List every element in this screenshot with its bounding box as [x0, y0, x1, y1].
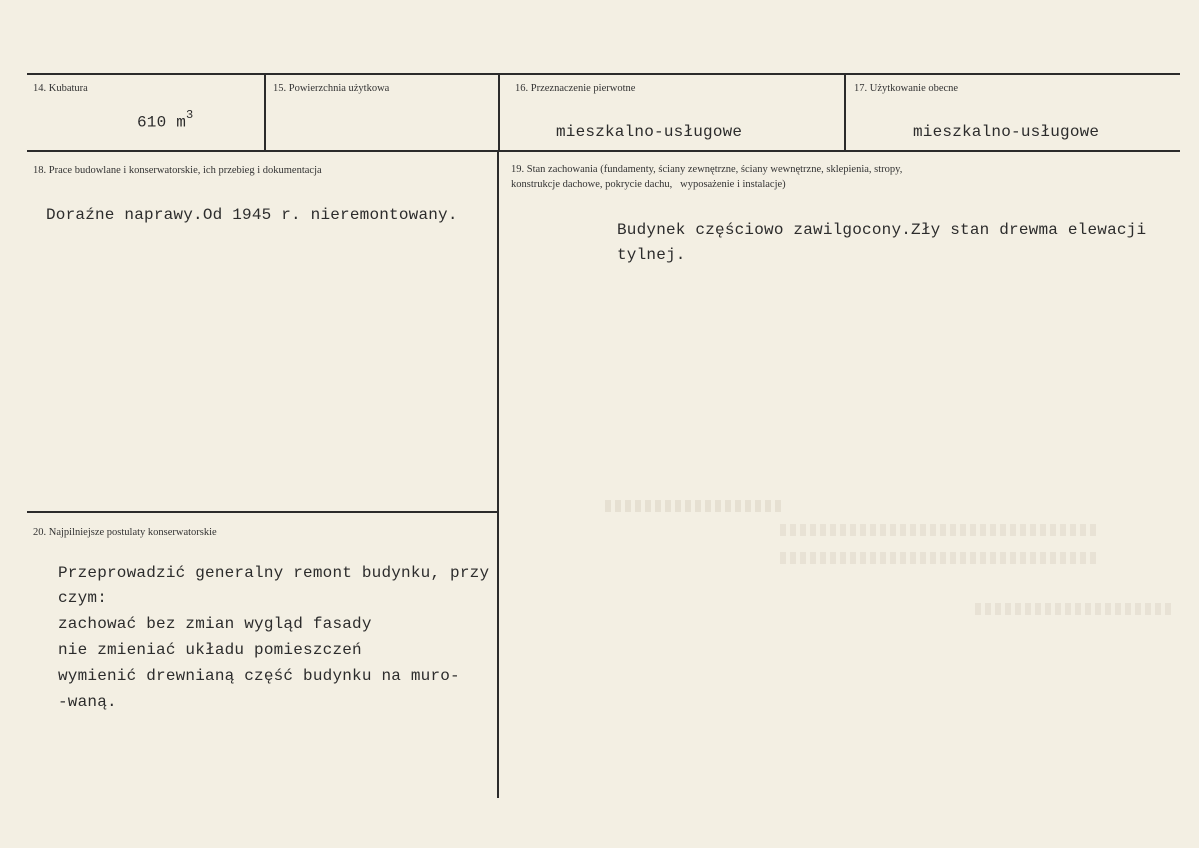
field-18-label: 18. Prace budowlane i konserwatorskie, ich przebieg i dokumentacja [33, 165, 322, 176]
bleed-through-text [780, 524, 1100, 536]
field-14-label: 14. Kubatura [33, 83, 88, 94]
field-19-value-line1: Budynek częściowo zawilgocony.Zły stan drewma elewacji [617, 221, 1147, 239]
field-14-value [137, 110, 193, 131]
field-17-value: mieszkalno-usługowe [913, 123, 1100, 141]
field-20-line-5: wymienić drewnianą część budynku na muro- [58, 667, 460, 685]
vertical-divider-main [497, 150, 499, 798]
field-20-line-6: -waną. [58, 693, 117, 711]
bleed-through-text [780, 552, 1100, 564]
vertical-divider-14-15 [264, 74, 266, 151]
bleed-through-text [605, 500, 785, 512]
field-18-value: Doraźne naprawy.Od 1945 r. nieremontowany. [46, 206, 458, 224]
field-16-value: mieszkalno-usługowe [556, 123, 743, 141]
top-rule [27, 73, 1180, 75]
field-19-label-line1: 19. Stan zachowania (fundamenty, ściany zewnętrzne, ściany wewnętrzne, sklepienia, stropy, [511, 164, 903, 175]
field-20-line-4: nie zmieniać układu pomieszczeń [58, 641, 362, 659]
cubature-unit-exponent: 3 [186, 108, 194, 122]
row-divider [27, 150, 1180, 152]
cubature-value: 610 m [137, 113, 187, 132]
field-17-label: 17. Użytkowanie obecne [854, 83, 959, 94]
field-16-label: 16. Przeznaczenie pierwotne [515, 83, 636, 94]
field-15-label: 15. Powierzchnia użytkowa [273, 83, 390, 94]
field-20-line-3: zachować bez zmian wygląd fasady [58, 615, 372, 633]
vertical-divider-15-16 [498, 74, 500, 151]
field-20-line-2: czym: [58, 589, 108, 607]
vertical-divider-16-17 [844, 74, 846, 151]
field-20-line-1: Przeprowadzić generalny remont budynku, przy [58, 564, 490, 582]
field-20-label: 20. Najpilniejsze postulaty konserwatorskie [33, 527, 217, 538]
field-19-value-line2: tylnej. [617, 246, 686, 264]
section-20-divider [27, 511, 498, 513]
field-19-label-line2: konstrukcje dachowe, pokrycie dachu, wyposażenie i instalacje) [511, 179, 786, 190]
bleed-through-text [975, 603, 1175, 615]
